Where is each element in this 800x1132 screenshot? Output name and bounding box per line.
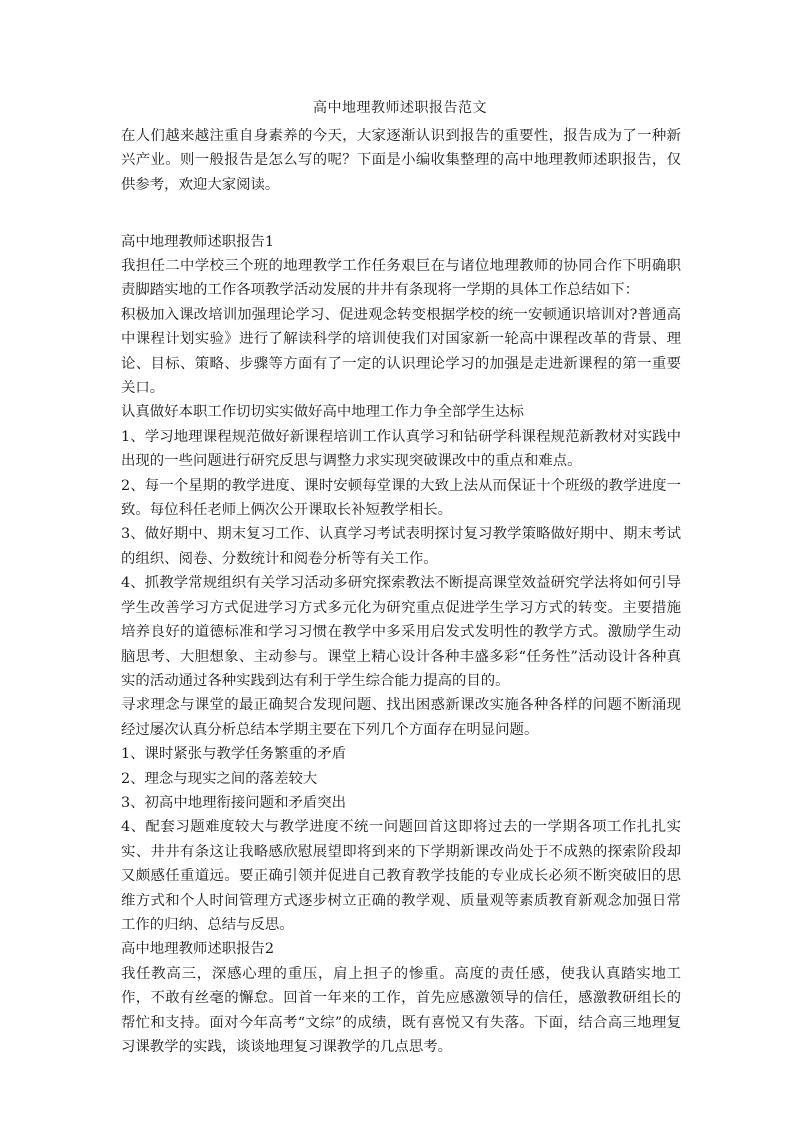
report2-heading: 高中地理教师述职报告2 [121, 941, 275, 958]
report1-paragraph: 4、配套习题难度较大与教学进度不统一问题回首这即将过去的一学期各项工作扎扎实实、井井有条这让我略感欣慰展望即将到来的下学期新课改尚处于不成熟的探索阶段却又颇感任重道远。要正确引领并促进自己教育教学技能的专业成长必须不断突破旧的思维方式和个人时间管理方式逐步树立正确的教学观、质量观等素质教育新观念加强日常工作的归纳、总结与反思。 [121, 819, 681, 933]
report1-paragraph: 我担任二中学校三个班的地理教学工作任务艰巨在与诸位地理教师的协同合作下明确职责脚踏实地的工作各项教学活动发展的井井有条现将一学期的具体工作总结如下： [121, 258, 681, 299]
document-body [121, 124, 681, 1059]
report1-paragraph: 3、做好期中、期末复习工作、认真学习考试表明探讨复习教学策略做好期中、期末考试的组织、阅卷、分数统计和阅卷分析等有关工作。 [121, 526, 681, 567]
report1-paragraph: 2、理念与现实之间的落差较大 [121, 770, 318, 787]
paragraph-gap [121, 197, 681, 221]
report1-paragraph: 1、课时紧张与教学任务繁重的矛盾 [121, 746, 347, 763]
report1-paragraph: 4、抓教学常规组织有关学习活动多研究探索教法不断提高课堂效益研究学法将如何引导学生改善学习方式促进学习方式多元化为研究重点促进学生学习方式的转变。主要措施培养良好的道德标准和学习习惯在教学中多采用启发式发明性的教学方式。激励学生动脑思考、大胆想象、主动参与。课堂上精心设计各种丰盛多彩“任务性”活动设计各种真实的活动通过各种实践到达有利于学生综合能力提高的目的。 [121, 575, 681, 689]
report2-paragraph: 我任教高三，深感心理的重压，肩上担子的惨重。高度的责任感，使我认真踏实地工作，不敢有丝毫的懈怠。回首一年来的工作，首先应感激领导的信任，感激教研组长的帮忙和支持。面对今年高考“文综”的成绩，既有喜悦又有失落。下面，结合高三地理复习课教学的实践，谈谈地理复习课教学的几点思考。 [121, 965, 681, 1056]
report1-paragraph: 2、每一个星期的教学进度、课时安顿每堂课的大致上法从而保证十个班级的教学进度一致。每位科任老师上俩次公开课取长补短教学相长。 [121, 477, 681, 519]
document-title: 高中地理教师述职报告范文 [313, 100, 487, 116]
report1-paragraph: 3、初高中地理衔接问题和矛盾突出 [121, 794, 347, 811]
report1-paragraph: 积极加入课改培训加强理论学习、促进观念转变根据学校的统一安顿通识培训对?普通高中课程计划实验》进行了解读科学的培训使我们对国家新一轮高中课程改革的背景、理论、目标、策略、步骤等方面有了一定的认识理论学习的加强是走进新课程的第一重要关口。 [121, 306, 681, 397]
report1-heading: 高中地理教师述职报告1 [121, 233, 275, 250]
report1-paragraph: 寻求理念与课堂的最正确契合发现问题、找出困惑新课改实施各种各样的问题不断涌现经过屡次认真分析总结本学期主要在下列几个方面存在明显问题。 [121, 697, 681, 738]
intro-paragraph: 在人们越来越注重自身素养的今天，大家逐渐认识到报告的重要性，报告成为了一种新兴产业。则一般报告是怎么写的呢？下面是小编收集整理的高中地理教师述职报告，仅供参考，欢迎大家阅读。 [121, 128, 681, 193]
report1-paragraph: 1、学习地理课程规范做好新课程培训工作认真学习和钻研学科课程规范新教材对实践中出现的一些问题进行研究反思与调整力求实现突破课改中的重点和难点。 [121, 428, 681, 470]
report1-paragraph: 认真做好本职工作切切实实做好高中地理工作力争全部学生达标 [121, 404, 524, 421]
